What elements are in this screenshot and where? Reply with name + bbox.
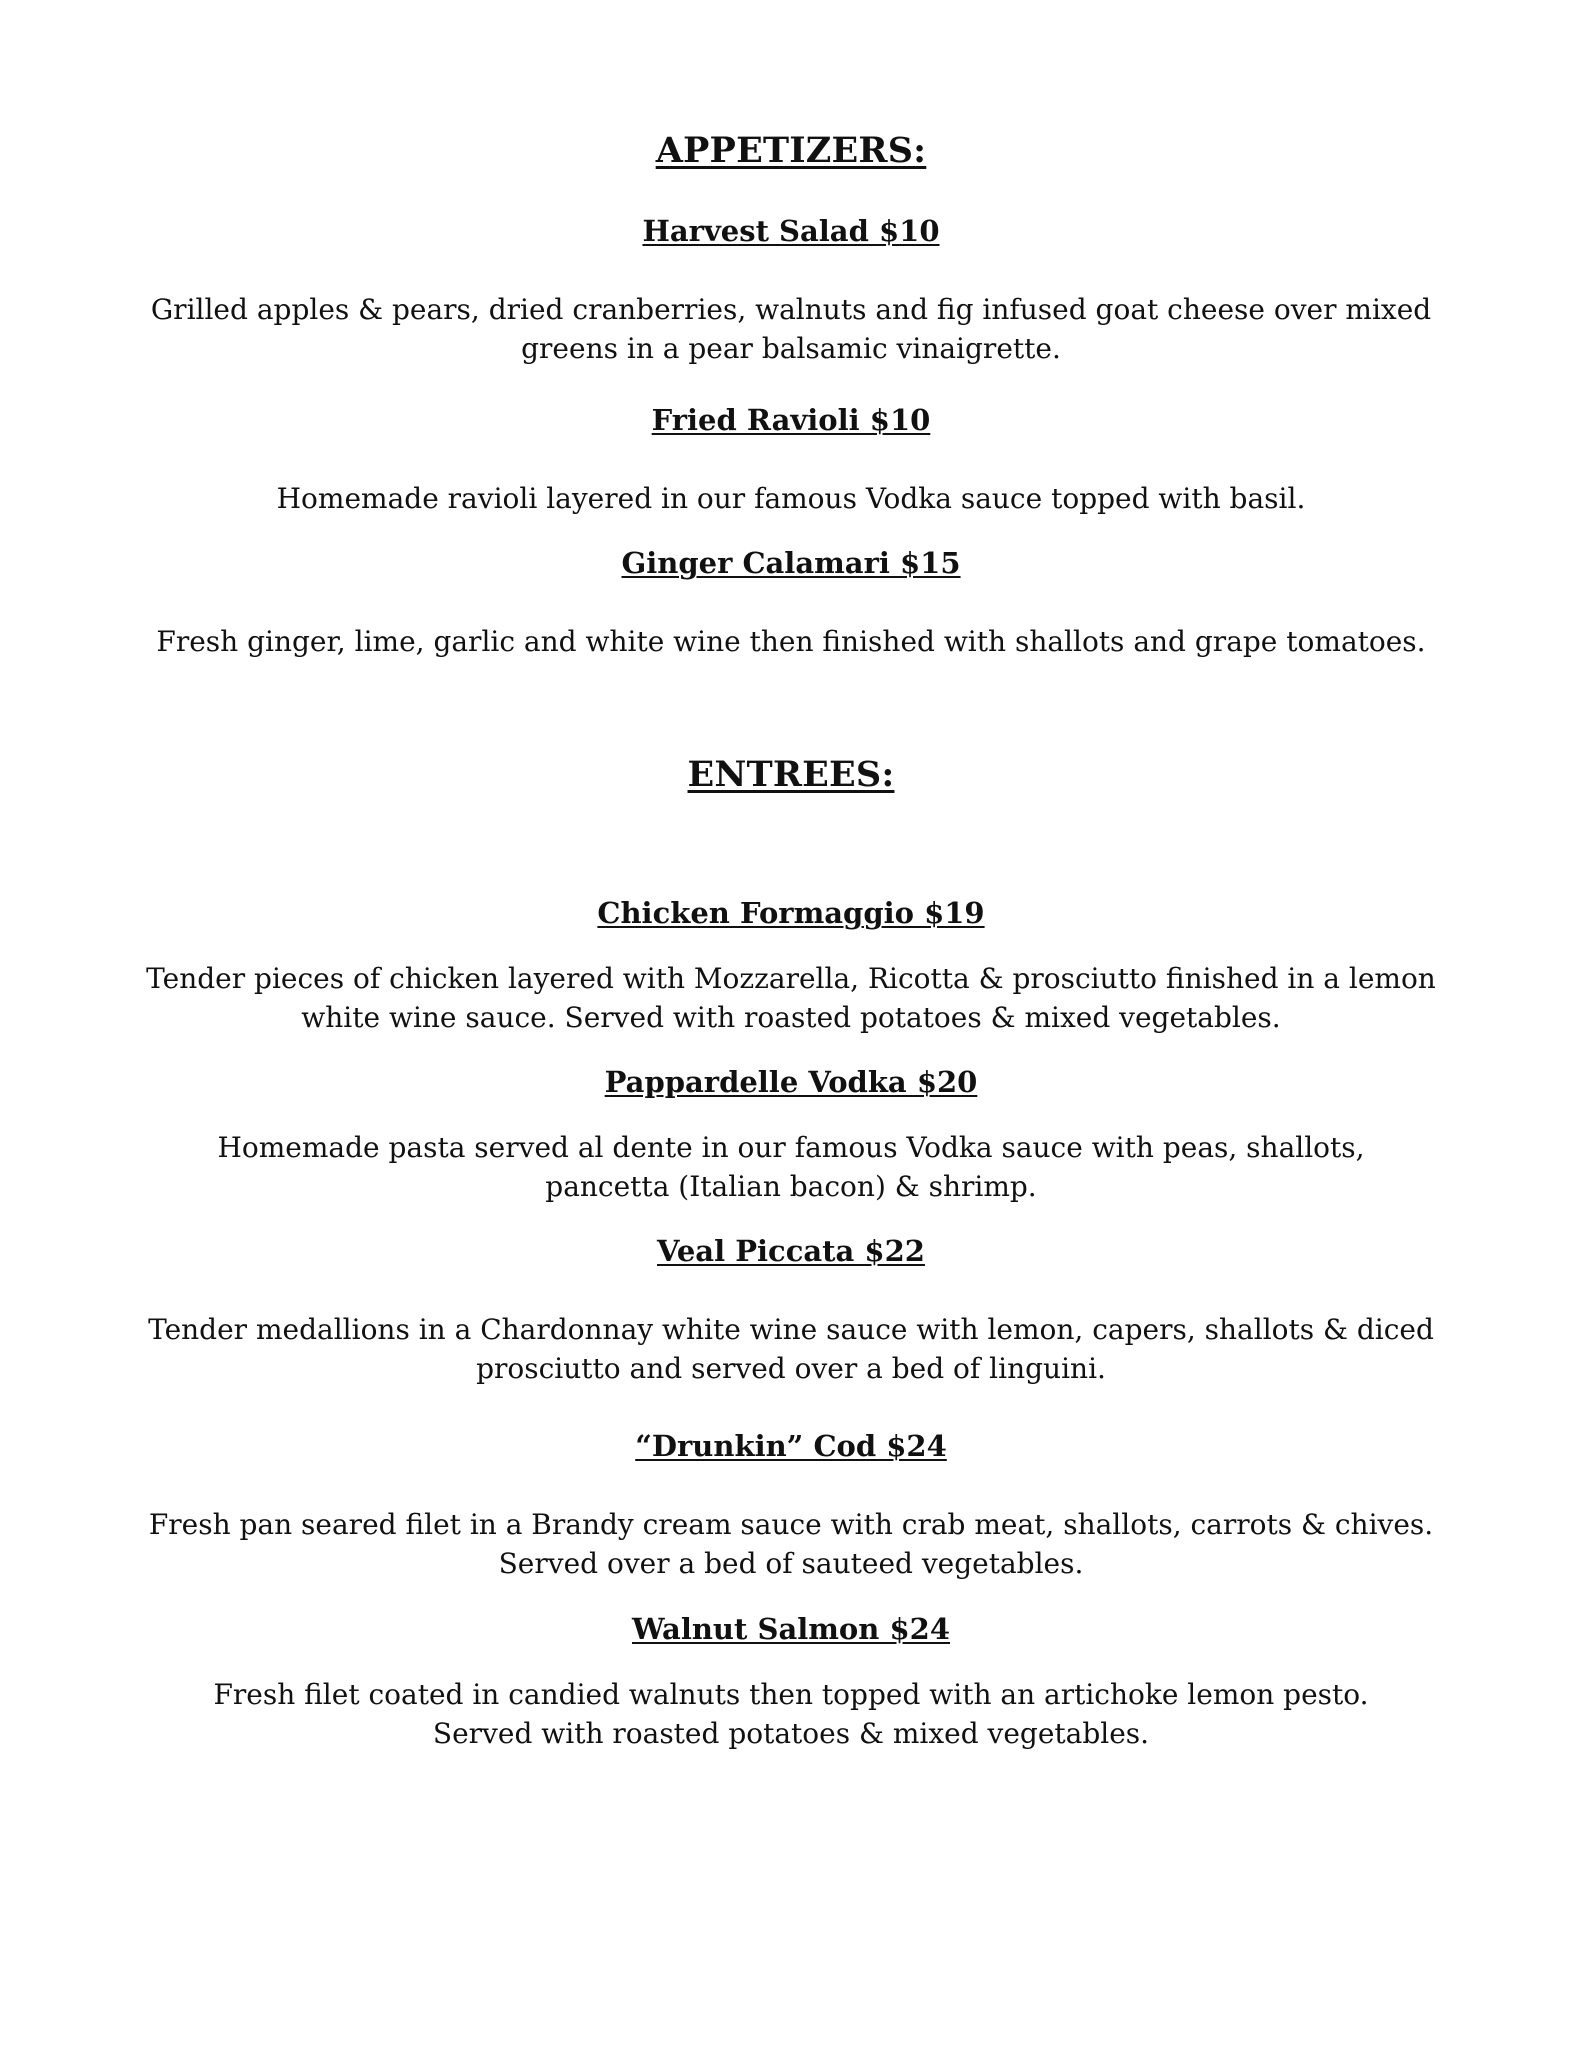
veal-piccata-title: Veal Piccata $22 bbox=[657, 1234, 925, 1268]
drunkin-cod-title: “Drunkin” Cod $24 bbox=[635, 1429, 947, 1463]
veal-piccata-desc-line1: Tender medallions in a Chardonnay white wine sauce with lemon, capers, shallots & diced bbox=[148, 1313, 1434, 1346]
pappardelle-vodka-desc-line1: Homemade pasta served al dente in our famous Vodka sauce with peas, shallots, bbox=[217, 1131, 1365, 1164]
ginger-calamari-title: Ginger Calamari $15 bbox=[621, 546, 961, 580]
entrees-heading: ENTREES: bbox=[687, 754, 895, 795]
fried-ravioli-desc-line1: Homemade ravioli layered in our famous Vodka sauce topped with basil. bbox=[276, 482, 1306, 515]
veal-piccata-desc-line2: prosciutto and served over a bed of linguini. bbox=[476, 1352, 1106, 1385]
harvest-salad-title: Harvest Salad $10 bbox=[642, 214, 940, 248]
walnut-salmon-desc-line1: Fresh filet coated in candied walnuts then topped with an artichoke lemon pesto. bbox=[213, 1678, 1369, 1711]
harvest-salad-desc-line1: Grilled apples & pears, dried cranberries, walnuts and fig infused goat cheese over mixed bbox=[150, 293, 1432, 326]
pappardelle-vodka-desc-line2: pancetta (Italian bacon) & shrimp. bbox=[545, 1170, 1037, 1203]
drunkin-cod-desc-line1: Fresh pan seared filet in a Brandy cream sauce with crab meat, shallots, carrots & chives. bbox=[148, 1508, 1434, 1541]
chicken-formaggio-title: Chicken Formaggio $19 bbox=[597, 896, 985, 930]
walnut-salmon-title: Walnut Salmon $24 bbox=[631, 1612, 950, 1646]
walnut-salmon-desc-line2: Served with roasted potatoes & mixed vegetables. bbox=[432, 1717, 1150, 1750]
ginger-calamari-desc-line1: Fresh ginger, lime, garlic and white wine then finished with shallots and grape tomatoes. bbox=[156, 625, 1426, 658]
harvest-salad-desc-line2: greens in a pear balsamic vinaigrette. bbox=[521, 332, 1061, 365]
chicken-formaggio-desc-line2: white wine sauce. Served with roasted potatoes & mixed vegetables. bbox=[301, 1001, 1281, 1034]
fried-ravioli-title: Fried Ravioli $10 bbox=[651, 403, 931, 437]
chicken-formaggio-desc-line1: Tender pieces of chicken layered with Mozzarella, Ricotta & prosciutto finished in a lemon bbox=[146, 962, 1436, 995]
drunkin-cod-desc-line2: Served over a bed of sauteed vegetables. bbox=[498, 1547, 1084, 1580]
pappardelle-vodka-title: Pappardelle Vodka $20 bbox=[604, 1065, 978, 1099]
appetizers-heading: APPETIZERS: bbox=[655, 130, 927, 171]
